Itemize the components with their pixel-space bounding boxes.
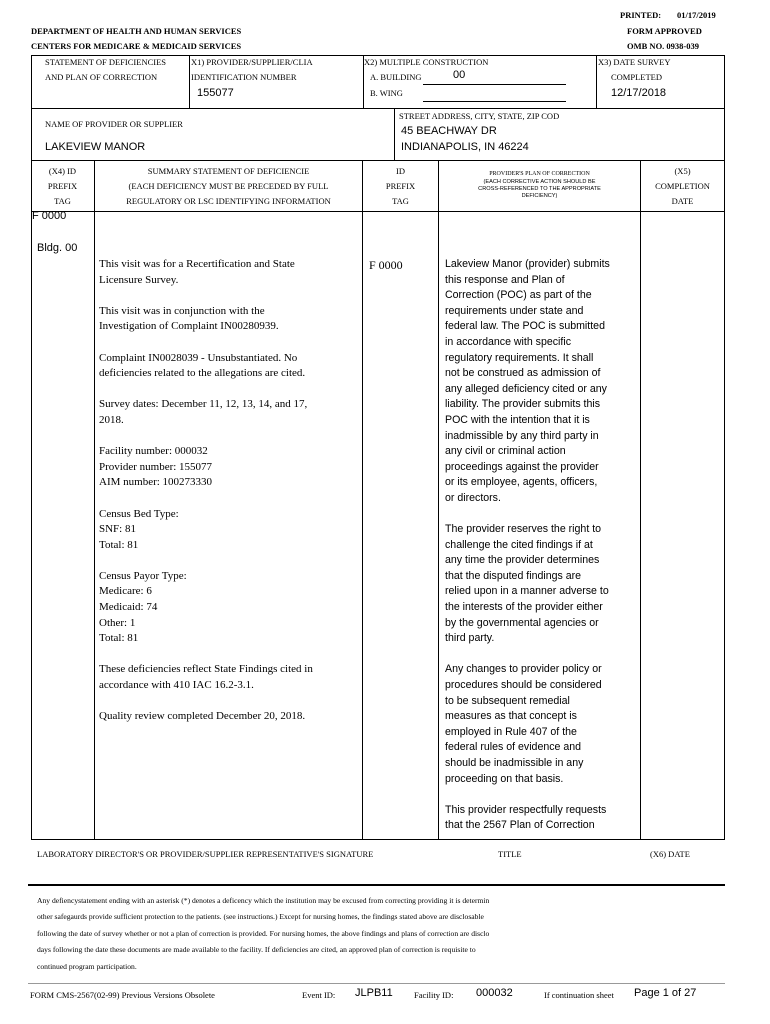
left-tag: F 0000 bbox=[32, 210, 67, 222]
col-plan-4: DEFICIENCY) bbox=[521, 193, 558, 199]
address-line-2: INDIANAPOLIS, IN 46224 bbox=[401, 141, 529, 153]
date-label: (X6) DATE bbox=[650, 849, 690, 859]
col-x5-3: DATE bbox=[671, 196, 694, 206]
summary-paragraph: Quality review completed December 20, 2018. bbox=[99, 710, 306, 723]
col-x4-1: (X4) ID bbox=[48, 166, 77, 176]
x1-label-2: IDENTIFICATION NUMBER bbox=[191, 72, 297, 82]
rule-row2-bottom bbox=[31, 160, 725, 161]
rule-v-col3 bbox=[438, 160, 439, 840]
summary-statement bbox=[99, 257, 359, 740]
mid-tag: F 0000 bbox=[369, 258, 403, 272]
rule-v-x3 bbox=[596, 55, 597, 108]
form-approved: FORM APPROVED bbox=[627, 26, 702, 36]
disclaimer-line: following the date of survey whether or not a plan of correction is provided. For nursing homes, the above findings and plans of correction are disclo bbox=[37, 928, 490, 938]
department-title: DEPARTMENT OF HEALTH AND HUMAN SERVICES bbox=[31, 26, 242, 36]
rule-top bbox=[31, 55, 725, 56]
disclaimer-line: days following the date these documents are made available to the facility. If deficiencies are cited, an approved plan of correction is requisite to bbox=[37, 945, 476, 955]
col-summary-2: (EACH DEFICIENCY MUST BE PRECEDED BY FULL bbox=[128, 181, 329, 191]
rule-colheader-bottom bbox=[31, 211, 725, 212]
provider-id-value: 155077 bbox=[197, 87, 234, 99]
address-line-1: 45 BEACHWAY DR bbox=[401, 125, 497, 137]
building-value: 00 bbox=[453, 69, 466, 81]
col-x4-3: TAG bbox=[54, 196, 71, 206]
plan-paragraph: The provider reserves the right to challenge the cited findings if at any time the provider determines that the disputed findings are relied upon in a manner adverse to the interests of the provider either by the governmental agencies or third party. bbox=[445, 523, 609, 645]
rule-v-col2 bbox=[362, 160, 363, 840]
omb-number: OMB NO. 0938-039 bbox=[627, 41, 700, 51]
x3-label-1: X3) DATE SURVEY bbox=[598, 57, 671, 67]
wing-underline bbox=[423, 101, 566, 102]
summary-paragraph: Facility number: 000032 Provider number: 155077 AIM number: 100273330 bbox=[99, 445, 213, 489]
rule-right bbox=[724, 55, 725, 840]
plan-paragraph: This provider respectfully requests that the 2567 Plan of Correction bbox=[445, 803, 607, 832]
x3-label-2: COMPLETED bbox=[611, 72, 662, 82]
building-tag: Bldg. 00 bbox=[37, 242, 78, 254]
statement-label-1: STATEMENT OF DEFICIENCIES bbox=[45, 57, 167, 67]
col-x4-2: PREFIX bbox=[47, 181, 78, 191]
summary-paragraph: This visit was for a Recertification and State Licensure Survey. bbox=[99, 258, 295, 286]
col-id-1: ID bbox=[396, 166, 405, 176]
col-plan-3: CROSS-REFERENCED TO THE APPROPRIATE bbox=[478, 186, 601, 192]
summary-paragraph: Census Bed Type: SNF: 81 Total: 81 bbox=[99, 507, 179, 551]
disclaimer-line: Any defiencystatement ending with an asterisk (*) denotes a deficency which the institution may be excused from correcting providing it is determin bbox=[37, 896, 490, 905]
x2-label: X2) MULTIPLE CONSTRUCTION bbox=[364, 57, 489, 67]
event-id-label: Event ID: bbox=[302, 990, 336, 1000]
centers-title: CENTERS FOR MEDICARE & MEDICAID SERVICES bbox=[31, 41, 242, 51]
disclaimer-line: continued program participation. bbox=[37, 961, 137, 971]
rule-v-col4 bbox=[640, 160, 641, 840]
plan-paragraph: Any changes to provider policy or procedures should be considered to be subsequent remedial measures as that concept is employed in Rule 407 of the federal rules of evidence and should be inadmissible in any proceeding on that basis. bbox=[445, 663, 602, 785]
continuation-label: If continuation sheet bbox=[544, 990, 614, 1000]
facility-id-value: 000032 bbox=[476, 987, 513, 999]
provider-name-value: LAKEVIEW MANOR bbox=[45, 141, 146, 153]
printed-date: 01/17/2019 bbox=[677, 10, 716, 20]
address-label: STREET ADDRESS, CITY, STATE, ZIP COD bbox=[399, 111, 560, 121]
disclaimer-line: other safegaurds provide sufficient protection to the patients. (see instructions.) Except for nursing homes, the findings stated above are disclosable bbox=[37, 912, 484, 922]
provider-name-label: NAME OF PROVIDER OR SUPPLIER bbox=[45, 119, 183, 129]
survey-date-value: 12/17/2018 bbox=[611, 87, 667, 99]
rule-row1-bottom bbox=[31, 108, 725, 109]
event-id-value: JLPB11 bbox=[355, 987, 393, 999]
building-label: A. BUILDING bbox=[370, 72, 422, 82]
x1-label-1: X1) PROVIDER/SUPPLIER/CLIA bbox=[191, 57, 313, 67]
disclaimer bbox=[37, 893, 727, 975]
rule-v-x1 bbox=[189, 55, 190, 108]
statement-label-2: AND PLAN OF CORRECTION bbox=[45, 72, 158, 82]
rule-v-col1 bbox=[94, 160, 95, 840]
rule-signature bbox=[28, 884, 725, 886]
col-x5-2: COMPLETION bbox=[655, 181, 710, 191]
printed-label: PRINTED: bbox=[620, 10, 662, 20]
facility-id-label: Facility ID: bbox=[414, 990, 454, 1000]
rule-footer bbox=[28, 983, 725, 984]
plan-of-correction bbox=[445, 257, 638, 850]
summary-paragraph: Census Payor Type: Medicare: 6 Medicaid: 74 Other: 1 Total: 81 bbox=[99, 569, 187, 645]
col-id-3: TAG bbox=[392, 196, 409, 206]
col-summary-1: SUMMARY STATEMENT OF DEFICIENCIE bbox=[147, 166, 310, 176]
summary-paragraph: Complaint IN0028039 - Unsubstantiated. No deficiencies related to the allegations are cited. bbox=[99, 351, 306, 380]
col-plan-1: PROVIDER'S PLAN OF CORRECTION bbox=[489, 171, 590, 177]
signature-label: LABORATORY DIRECTOR'S OR PROVIDER/SUPPLIER REPRESENTATIVE'S SIGNATURE bbox=[37, 849, 374, 859]
page-number: Page 1 of 27 bbox=[634, 987, 697, 999]
col-id-2: PREFIX bbox=[385, 181, 416, 191]
summary-paragraph: This visit was in conjunction with the Investigation of Complaint IN00280939. bbox=[99, 304, 279, 333]
summary-paragraph: Survey dates: December 11, 12, 13, 14, and 17, 2018. bbox=[99, 398, 308, 426]
title-label: TITLE bbox=[498, 849, 522, 859]
building-underline bbox=[423, 84, 566, 85]
col-summary-3: REGULATORY OR LSC IDENTIFYING INFORMATION bbox=[126, 196, 331, 206]
col-x5-1: (X5) bbox=[674, 166, 691, 176]
form-number: FORM CMS-2567(02-99) Previous Versions Obsolete bbox=[30, 990, 215, 1000]
rule-v-address bbox=[394, 108, 395, 160]
plan-paragraph: Lakeview Manor (provider) submits this response and Plan of Correction (POC) as part of the requirements under state and federal law. The POC is submitted in accordance with specific regulatory requirements. It shall not be construed as admission of any alleged deficiency cited or any liability. The provider submits this POC with the intention that it is inadmissible by any third party in any civil or criminal action proceedings against the provider or its employee, agents, officers, or directors. bbox=[445, 258, 610, 504]
col-plan-2: (EACH CORRECTIVE ACTION SHOULD BE bbox=[483, 179, 596, 185]
wing-label: B. WING bbox=[370, 88, 403, 98]
summary-paragraph: These deficiencies reflect State Findings cited in accordance with 410 IAC 16.2-3.1. bbox=[99, 663, 313, 692]
